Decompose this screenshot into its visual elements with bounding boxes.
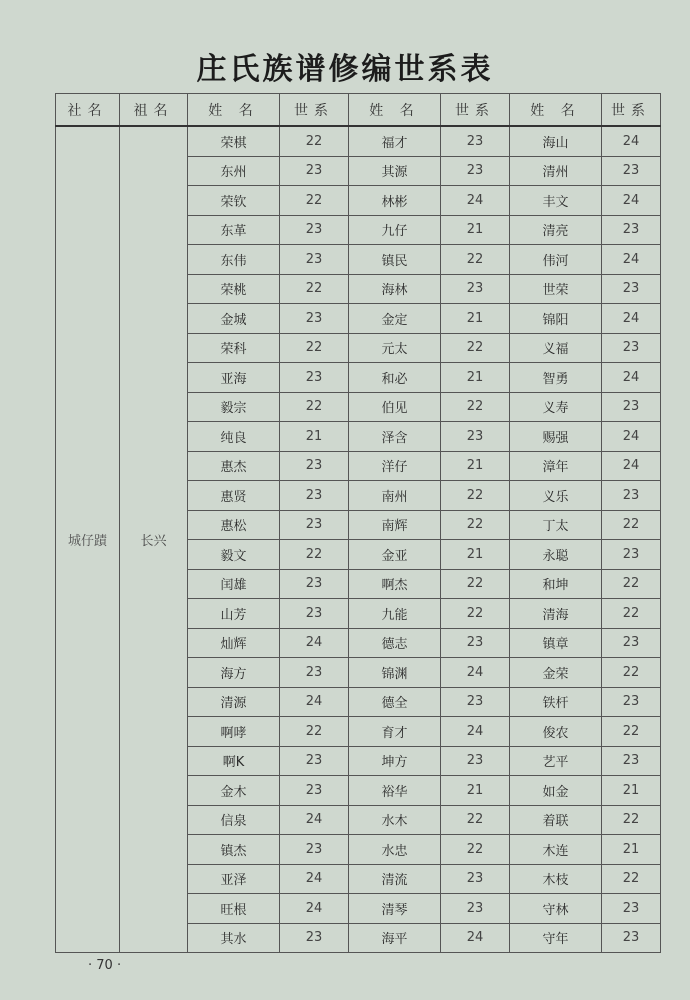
person-name-cell: 裕华 bbox=[349, 776, 441, 806]
person-name-cell: 义乐 bbox=[510, 481, 602, 511]
generation-cell: 23 bbox=[602, 894, 661, 924]
person-name-cell: 山芳 bbox=[188, 599, 280, 629]
person-name-cell: 铁杆 bbox=[510, 687, 602, 717]
person-name-cell: 清州 bbox=[510, 156, 602, 186]
person-name-cell: 镇章 bbox=[510, 628, 602, 658]
generation-cell: 21 bbox=[280, 422, 349, 452]
person-name-cell: 荣钦 bbox=[188, 186, 280, 216]
person-name-cell: 亚泽 bbox=[188, 864, 280, 894]
generation-cell: 22 bbox=[441, 599, 510, 629]
person-name-cell: 伯见 bbox=[349, 392, 441, 422]
generation-cell: 22 bbox=[280, 126, 349, 156]
generation-cell: 24 bbox=[602, 304, 661, 334]
header-she: 社名 bbox=[56, 94, 120, 127]
person-name-cell: 义福 bbox=[510, 333, 602, 363]
person-name-cell: 海林 bbox=[349, 274, 441, 304]
person-name-cell: 清琴 bbox=[349, 894, 441, 924]
generation-cell: 24 bbox=[280, 805, 349, 835]
person-name-cell: 金木 bbox=[188, 776, 280, 806]
person-name-cell: 智勇 bbox=[510, 363, 602, 393]
generation-cell: 22 bbox=[280, 186, 349, 216]
person-name-cell: 义寿 bbox=[510, 392, 602, 422]
generation-cell: 23 bbox=[280, 451, 349, 481]
generation-cell: 23 bbox=[280, 658, 349, 688]
person-name-cell: 育才 bbox=[349, 717, 441, 747]
person-name-cell: 锦阳 bbox=[510, 304, 602, 334]
person-name-cell: 清流 bbox=[349, 864, 441, 894]
person-name-cell: 丰文 bbox=[510, 186, 602, 216]
person-name-cell: 洋仔 bbox=[349, 451, 441, 481]
generation-cell: 23 bbox=[602, 392, 661, 422]
person-name-cell: 东革 bbox=[188, 215, 280, 245]
generation-cell: 22 bbox=[441, 805, 510, 835]
generation-cell: 23 bbox=[280, 923, 349, 953]
generation-cell: 23 bbox=[441, 628, 510, 658]
generation-cell: 24 bbox=[602, 245, 661, 275]
generation-cell: 21 bbox=[441, 451, 510, 481]
generation-cell: 22 bbox=[441, 835, 510, 865]
generation-cell: 22 bbox=[602, 864, 661, 894]
generation-cell: 22 bbox=[441, 569, 510, 599]
person-name-cell: 泽含 bbox=[349, 422, 441, 452]
person-name-cell: 守年 bbox=[510, 923, 602, 953]
person-name-cell: 漳年 bbox=[510, 451, 602, 481]
person-name-cell: 艺平 bbox=[510, 746, 602, 776]
generation-cell: 22 bbox=[602, 717, 661, 747]
generation-cell: 22 bbox=[602, 658, 661, 688]
person-name-cell: 清海 bbox=[510, 599, 602, 629]
generation-cell: 22 bbox=[280, 333, 349, 363]
header-gen-2: 世系 bbox=[441, 94, 510, 127]
person-name-cell: 着联 bbox=[510, 805, 602, 835]
person-name-cell: 德志 bbox=[349, 628, 441, 658]
generation-cell: 24 bbox=[602, 422, 661, 452]
person-name-cell: 毅文 bbox=[188, 540, 280, 570]
person-name-cell: 德全 bbox=[349, 687, 441, 717]
person-name-cell: 福才 bbox=[349, 126, 441, 156]
person-name-cell: 海平 bbox=[349, 923, 441, 953]
person-name-cell: 金亚 bbox=[349, 540, 441, 570]
generation-cell: 22 bbox=[280, 540, 349, 570]
person-name-cell: 啊杰 bbox=[349, 569, 441, 599]
person-name-cell: 啊K bbox=[188, 746, 280, 776]
header-name-1: 姓 名 bbox=[188, 94, 280, 127]
person-name-cell: 其水 bbox=[188, 923, 280, 953]
generation-cell: 23 bbox=[602, 156, 661, 186]
generation-cell: 23 bbox=[602, 746, 661, 776]
generation-cell: 24 bbox=[602, 186, 661, 216]
generation-cell: 24 bbox=[441, 658, 510, 688]
generation-cell: 23 bbox=[441, 274, 510, 304]
header-zu: 祖名 bbox=[120, 94, 188, 127]
person-name-cell: 永聪 bbox=[510, 540, 602, 570]
person-name-cell: 啊哮 bbox=[188, 717, 280, 747]
person-name-cell: 海方 bbox=[188, 658, 280, 688]
table-row bbox=[56, 126, 661, 156]
person-name-cell: 丁太 bbox=[510, 510, 602, 540]
generation-cell: 23 bbox=[602, 481, 661, 511]
person-name-cell: 旺根 bbox=[188, 894, 280, 924]
person-name-cell: 和坤 bbox=[510, 569, 602, 599]
header-name-3: 姓 名 bbox=[510, 94, 602, 127]
generation-cell: 24 bbox=[280, 864, 349, 894]
generation-cell: 23 bbox=[280, 510, 349, 540]
generation-cell: 24 bbox=[441, 186, 510, 216]
generation-cell: 23 bbox=[441, 422, 510, 452]
header-name-2: 姓 名 bbox=[349, 94, 441, 127]
person-name-cell: 金荣 bbox=[510, 658, 602, 688]
generation-cell: 22 bbox=[280, 274, 349, 304]
person-name-cell: 镇杰 bbox=[188, 835, 280, 865]
generation-cell: 23 bbox=[441, 126, 510, 156]
person-name-cell: 惠贤 bbox=[188, 481, 280, 511]
person-name-cell: 守林 bbox=[510, 894, 602, 924]
person-name-cell: 和必 bbox=[349, 363, 441, 393]
person-name-cell: 信泉 bbox=[188, 805, 280, 835]
person-name-cell: 东州 bbox=[188, 156, 280, 186]
table-header-row bbox=[56, 94, 661, 127]
generation-cell: 22 bbox=[441, 392, 510, 422]
person-name-cell: 如金 bbox=[510, 776, 602, 806]
person-name-cell: 清源 bbox=[188, 687, 280, 717]
person-name-cell: 赐强 bbox=[510, 422, 602, 452]
generation-cell: 23 bbox=[280, 215, 349, 245]
person-name-cell: 九仔 bbox=[349, 215, 441, 245]
she-name-cell: 城仔蹟 bbox=[56, 126, 120, 953]
generation-cell: 23 bbox=[441, 687, 510, 717]
generation-cell: 23 bbox=[602, 333, 661, 363]
generation-cell: 24 bbox=[602, 451, 661, 481]
person-name-cell: 灿辉 bbox=[188, 628, 280, 658]
generation-cell: 22 bbox=[280, 392, 349, 422]
generation-cell: 23 bbox=[441, 746, 510, 776]
generation-cell: 22 bbox=[602, 805, 661, 835]
person-name-cell: 坤方 bbox=[349, 746, 441, 776]
person-name-cell: 镇民 bbox=[349, 245, 441, 275]
person-name-cell: 清亮 bbox=[510, 215, 602, 245]
person-name-cell: 南辉 bbox=[349, 510, 441, 540]
generation-cell: 21 bbox=[441, 304, 510, 334]
generation-cell: 23 bbox=[441, 894, 510, 924]
generation-cell: 23 bbox=[602, 215, 661, 245]
generation-cell: 24 bbox=[602, 126, 661, 156]
generation-cell: 23 bbox=[280, 746, 349, 776]
generation-cell: 24 bbox=[280, 687, 349, 717]
generation-cell: 21 bbox=[602, 835, 661, 865]
generation-cell: 23 bbox=[280, 569, 349, 599]
person-name-cell: 九能 bbox=[349, 599, 441, 629]
generation-cell: 21 bbox=[441, 363, 510, 393]
zu-name-cell: 长兴 bbox=[120, 126, 188, 953]
generation-cell: 22 bbox=[441, 510, 510, 540]
generation-cell: 23 bbox=[280, 156, 349, 186]
person-name-cell: 纯良 bbox=[188, 422, 280, 452]
generation-cell: 23 bbox=[280, 835, 349, 865]
person-name-cell: 锦渊 bbox=[349, 658, 441, 688]
generation-cell: 24 bbox=[602, 363, 661, 393]
person-name-cell: 元太 bbox=[349, 333, 441, 363]
generation-cell: 24 bbox=[441, 717, 510, 747]
generation-cell: 21 bbox=[602, 776, 661, 806]
person-name-cell: 金城 bbox=[188, 304, 280, 334]
person-name-cell: 惠杰 bbox=[188, 451, 280, 481]
generation-cell: 23 bbox=[280, 363, 349, 393]
person-name-cell: 毅宗 bbox=[188, 392, 280, 422]
generation-cell: 23 bbox=[602, 274, 661, 304]
person-name-cell: 林彬 bbox=[349, 186, 441, 216]
person-name-cell: 水忠 bbox=[349, 835, 441, 865]
person-name-cell: 荣科 bbox=[188, 333, 280, 363]
generation-cell: 23 bbox=[280, 776, 349, 806]
header-gen-1: 世系 bbox=[280, 94, 349, 127]
person-name-cell: 伟河 bbox=[510, 245, 602, 275]
person-name-cell: 荣桃 bbox=[188, 274, 280, 304]
person-name-cell: 木连 bbox=[510, 835, 602, 865]
generation-cell: 23 bbox=[280, 304, 349, 334]
genealogy-table bbox=[55, 93, 661, 953]
page-number: · 70 · bbox=[88, 958, 122, 973]
person-name-cell: 惠松 bbox=[188, 510, 280, 540]
person-name-cell: 闰雄 bbox=[188, 569, 280, 599]
person-name-cell: 金定 bbox=[349, 304, 441, 334]
person-name-cell: 世荣 bbox=[510, 274, 602, 304]
generation-cell: 22 bbox=[280, 717, 349, 747]
generation-cell: 22 bbox=[441, 245, 510, 275]
generation-cell: 21 bbox=[441, 540, 510, 570]
generation-cell: 24 bbox=[280, 628, 349, 658]
generation-cell: 22 bbox=[602, 569, 661, 599]
person-name-cell: 俊农 bbox=[510, 717, 602, 747]
person-name-cell: 木枝 bbox=[510, 864, 602, 894]
person-name-cell: 亚海 bbox=[188, 363, 280, 393]
generation-cell: 23 bbox=[602, 540, 661, 570]
generation-cell: 23 bbox=[280, 245, 349, 275]
generation-cell: 23 bbox=[602, 923, 661, 953]
generation-cell: 23 bbox=[441, 156, 510, 186]
person-name-cell: 南州 bbox=[349, 481, 441, 511]
generation-cell: 24 bbox=[441, 923, 510, 953]
generation-cell: 22 bbox=[602, 599, 661, 629]
generation-cell: 22 bbox=[602, 510, 661, 540]
person-name-cell: 其源 bbox=[349, 156, 441, 186]
generation-cell: 23 bbox=[441, 864, 510, 894]
generation-cell: 23 bbox=[280, 599, 349, 629]
generation-cell: 23 bbox=[602, 687, 661, 717]
person-name-cell: 东伟 bbox=[188, 245, 280, 275]
person-name-cell: 荣棋 bbox=[188, 126, 280, 156]
header-gen-3: 世系 bbox=[602, 94, 661, 127]
generation-cell: 21 bbox=[441, 776, 510, 806]
generation-cell: 23 bbox=[602, 628, 661, 658]
generation-cell: 22 bbox=[441, 481, 510, 511]
page-title: 庄氏族谱修编世系表 bbox=[196, 52, 494, 87]
generation-cell: 22 bbox=[441, 333, 510, 363]
person-name-cell: 水木 bbox=[349, 805, 441, 835]
person-name-cell: 海山 bbox=[510, 126, 602, 156]
generation-cell: 21 bbox=[441, 215, 510, 245]
generation-cell: 24 bbox=[280, 894, 349, 924]
generation-cell: 23 bbox=[280, 481, 349, 511]
